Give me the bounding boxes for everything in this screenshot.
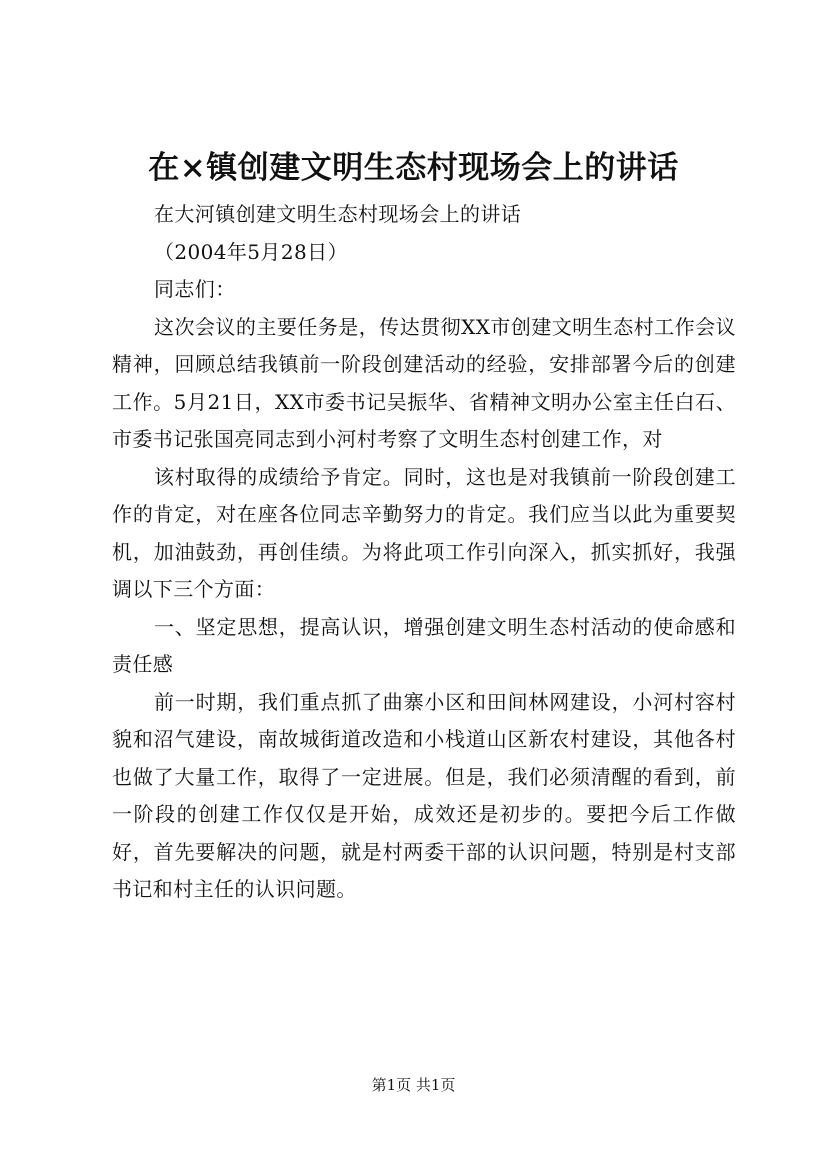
body-paragraph: 该村取得的成绩给予肯定。同时，这也是对我镇前一阶段创建工作的肯定，对在座各位同志辛勤努力的肯定。我们应当以此为重要契机，加油鼓劲，再创佳绩。为将此项工作引向深入，抓实抓好，我强调以下三个方面： (112, 464, 736, 601)
document-subtitle: 在大河镇创建文明生态村现场会上的讲话 (154, 202, 522, 226)
document-body (112, 196, 736, 909)
document-title: 在×镇创建文明生态村现场会上的讲话 (148, 150, 679, 186)
body-paragraph: 前一时期，我们重点抓了曲寨小区和田间林网建设，小河村容村貌和沼气建设，南故城街道改造和小栈道山区新农村建设，其他各村也做了大量工作，取得了一定进展。但是，我们必须清醒的看到，前一阶段的创建工作仅仅是开始，成效还是初步的。要把今后工作做好，首先要解决的问题，就是村两委干部的认识问题，特别是村支部书记和村主任的认识问题。 (112, 689, 736, 901)
speech-date: （2004年5月28日） (154, 239, 348, 264)
body-paragraph: 这次会议的主要任务是，传达贯彻XX市创建文明生态村工作会议精神，回顾总结我镇前一阶段创建活动的经验，安排部署今后的创建工作。5月21日，XX市委书记吴振华、省精神文明办公室主任白石、市委书记张国亮同志到小河村考察了文明生态村创建工作，对 (112, 314, 736, 451)
page-number-footer: 第1页 共1页 (371, 1076, 456, 1094)
salutation: 同志们： (154, 277, 236, 301)
section-heading: 一、坚定思想，提高认识，增强创建文明生态村活动的使命感和责任感 (112, 614, 736, 676)
